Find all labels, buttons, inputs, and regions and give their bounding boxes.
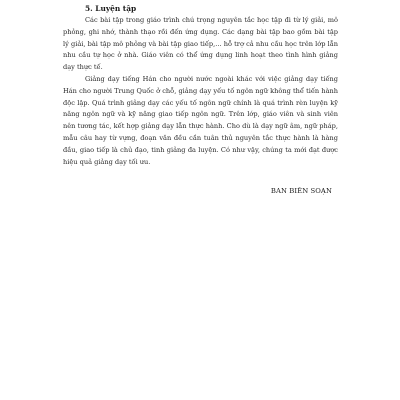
paragraph-teaching: Giảng dạy tiếng Hán cho người nước ngoài khác với việc giảng dạy tiếng Hán cho người Trung Quốc ở chỗ, giảng dạy yếu tố ngôn ngữ không thể tiến hành độc lập. Quá trình giảng dạy các yếu tố ngôn ngữ chính là quá trình rèn luyện kỹ năng ngôn ngữ và kỹ năng giao tiếp ngôn ngữ. Trên lớp, giáo viên và sinh viên nên tương tác, kết hợp giảng dạy lẫn thực hành. Cho dù là dạy ngữ âm, ngữ pháp, mẫu câu hay từ vựng, đoạn văn đều cần tuân thủ nguyên tắc thực hành là hàng đầu, giao tiếp là chủ đạo, tinh giảng đa luyện. Có như vậy, chúng ta mới đạt được hiệu quả giảng dạy tối ưu.: [63, 74, 338, 166]
signature-editorial-board: BAN BIÊN SOẠN: [270, 187, 332, 196]
section-heading: 5. Luyện tập: [85, 4, 137, 13]
page-content: [63, 3, 338, 197]
paragraph-exercises: Các bài tập trong giáo trình chú trọng nguyên tắc học tập đi từ lý giải, mô phỏng, ghi nhớ, thành thạo rồi đến ứng dụng. Các dạng bài tập bao gồm bài tập lý giải, bài tập mô phỏng và bài tập giao tiếp,... hỗ trợ cả nhu cầu học trên lớp lẫn nhu cầu tự học ở nhà. Giáo viên có thể ứng dụng linh hoạt theo tình hình giảng dạy thực tế.: [63, 16, 338, 72]
